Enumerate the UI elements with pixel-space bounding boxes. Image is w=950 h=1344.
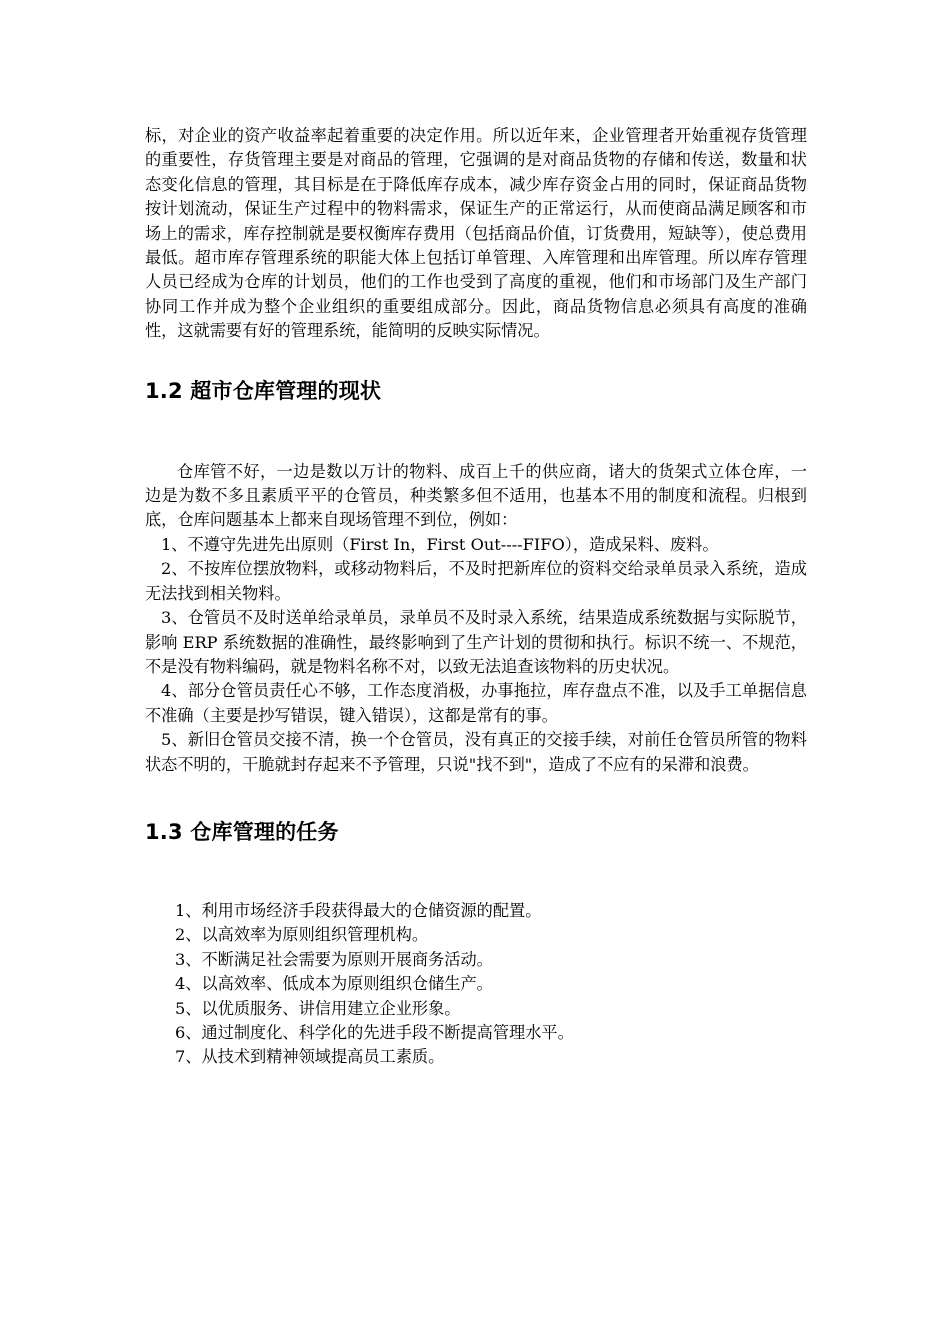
list-item: 1、利用市场经济手段获得最大的仓储资源的配置。 — [175, 900, 542, 920]
intro-paragraph: 标，对企业的资产收益率起着重要的决定作用。所以近年来，企业管理者开始重视存货管理的重要性，存货管理主要是对商品的管理，它强调的是对商品货物的存储和传送，数量和状态变化信息的管理，其目标是在于降低库存成本，减少库存资金占用的同时，保证商品货物按计划流动，保证生产过程中的物料需求，保证生产的正常运行，从而使商品满足顾客和市场上的需求，库存控制就是要权衡库存费用（包括商品价值，订货费用，短缺等），使总费用最低。超市库存管理系统的职能大体上包括订单管理、入库管理和出库管理。所以库存管理人员已经成为仓库的计划员，他们的工作也受到了高度的重视，他们和市场部门及生产部门协同工作并成为整个企业组织的重要组成部分。因此，商品货物信息必须具有高度的准确性，这就需要有好的管理系统，能简明的反映实际情况。 — [145, 126, 807, 341]
document-body — [145, 124, 807, 1070]
list-item: 3、不断满足社会需要为原则开展商务活动。 — [175, 949, 493, 969]
section-1-2-point-4: 4、部分仓管员责任心不够，工作态度消极，办事拖拉，库存盘点不准，以及手工单据信息不准确（主要是抄写错误，键入错误），这都是常有的事。 — [145, 681, 807, 725]
section-1-2-paragraph: 仓库管不好，一边是数以万计的物料、成百上千的供应商，诸大的货架式立体仓库，一边是为数不多且素质平平的仓管员，种类繁多但不适用，也基本不用的制度和流程。归根到底，仓库问题基本上都来自现场管理不到位，例如： — [145, 461, 807, 530]
list-item: 4、以高效率、低成本为原则组织仓储生产。 — [175, 974, 493, 994]
section-1-3-list — [145, 899, 807, 1070]
list-item: 5、以优质服务、讲信用建立企业形象。 — [175, 998, 461, 1018]
list-item: 7、从技术到精神领域提高员工素质。 — [175, 1047, 445, 1067]
list-item: 2、以高效率为原则组织管理机构。 — [175, 925, 429, 945]
section-1-2-point-1: 1、不遵守先进先出原则（First In，First Out----FIFO），造成呆料、废料。 — [161, 534, 719, 554]
section-1-2-point-2: 2、不按库位摆放物料，或移动物料后，不及时把新库位的资料交给录单员录入系统，造成无法找到相关物料。 — [145, 559, 807, 603]
section-1-2-body — [145, 460, 807, 777]
section-heading-1-2: 1.2 超市仓库管理的现状 — [145, 378, 382, 403]
list-item: 6、通过制度化、科学化的先进手段不断提高管理水平。 — [175, 1022, 574, 1042]
section-1-2-point-5: 5、新旧仓管员交接不清，换一个仓管员，没有真正的交接手续，对前任仓管员所管的物料状态不明的，干脆就封存起来不予管理，只说"找不到"，造成了不应有的呆滞和浪费。 — [145, 730, 807, 774]
section-1-2-point-3: 3、仓管员不及时送单给录单员，录单员不及时录入系统，结果造成系统数据与实际脱节，影响 ERP 系统数据的准确性，最终影响到了生产计划的贯彻和执行。标识不统一、不规范，不是没有物料编码，就是物料名称不对，以致无法追查该物料的历史状况。 — [145, 608, 807, 676]
section-heading-1-3: 1.3 仓库管理的任务 — [145, 819, 339, 844]
